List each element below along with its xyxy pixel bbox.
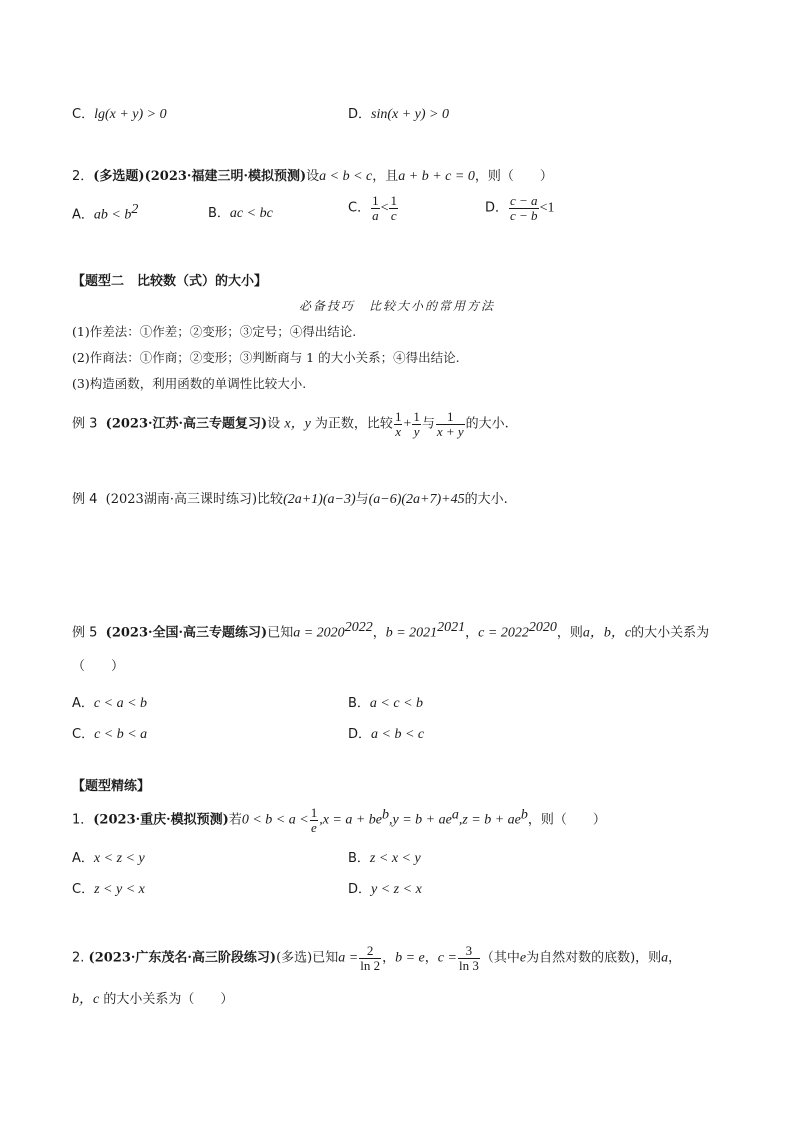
q1-option-c: C．lg(x + y) > 0 — [72, 107, 167, 122]
example-5: 例 5 (2023·全国·高三专题练习)已知$a = 2020^{2022}$，$b = 2021^{2021}$，$c = 2022^{2020}$，则a，b，c的大小关系为 — [72, 620, 710, 641]
q1-option-d: D．sin(x + y) > 0 — [348, 107, 449, 122]
ex3-frac-1: $\frac{1}{x}$ — [394, 409, 402, 439]
section-heading: 【题型二 比较数（式）的大小】 — [72, 274, 268, 289]
method-3: (3)构造函数，利用函数的单调性比较大小. — [72, 376, 307, 391]
q2-option-a: A．ab < $b^2$ — [72, 202, 139, 223]
practice-q1-stem: 1．(2023·重庆·模拟预测)若0 < b < a < $\frac{1}{e}$ $,x = a + be^b,y = b + ae^a,z = b + ae^b$，则（ ） — [72, 805, 606, 835]
example-5-paren: （ ） — [72, 659, 125, 674]
practice-heading: 【题型精练】 — [72, 779, 151, 794]
pq1-option-a: A．x < z < y — [72, 851, 145, 866]
q2-option-b: B．ac < bc — [208, 206, 273, 221]
pq1-option-c: C．z < y < x — [72, 882, 145, 897]
ex5-option-d: D．a < b < c — [348, 727, 425, 742]
pq1-frac: $\frac{1}{e}$ — [310, 805, 318, 835]
ex3-frac-2: $\frac{1}{y}$ — [413, 409, 420, 439]
q2-stem: 2．(多选题)(2023·福建三明·模拟预测)设a < b < c，且a + b + c = 0，则（ ） — [72, 169, 553, 184]
pq2-frac-c: $\frac{3}{\ln 3}$ — [458, 943, 479, 973]
method-1: (1)作差法：①作差；②变形；③定号；④得出结论. — [72, 324, 357, 339]
example-4: 例 4 (2023湖南·高三课时练习)比较(2a+1)(a−3)与(a−6)(2a+7)+45的大小. — [72, 492, 508, 507]
practice-q2-line2: b，c 的大小关系为（ ） — [72, 992, 234, 1007]
pq1-option-b: B．z < x < y — [348, 851, 421, 866]
ex3-frac-3: $\frac{1}{x + y}$ — [436, 409, 464, 439]
q2-c-frac-1: $\frac{1}{a}$ — [372, 193, 379, 223]
q2-option-c: C． $\frac{1}{a}$ < $\frac{1}{c}$ — [348, 193, 397, 223]
section-subtitle: 必备技巧 比较大小的常用方法 — [298, 299, 495, 313]
method-2: (2)作商法：①作商；②变形；③判断商与 1 的大小关系；④得出结论. — [72, 350, 460, 365]
ex5-option-b: B．a < c < b — [348, 696, 424, 711]
q2-c-frac-2: $\frac{1}{c}$ — [390, 193, 397, 223]
q2-d-frac: $\frac{c - a}{c - b}$ — [510, 193, 538, 223]
pq2-frac-a: $\frac{2}{\ln 2}$ — [360, 943, 381, 973]
q2-option-d: D． $\frac{c - a}{c - b}$ <1 — [485, 193, 555, 223]
ex5-option-a: A．c < a < b — [72, 696, 148, 711]
practice-q2-stem: 2. (2023·广东茂名·高三阶段练习)(多选)已知a = $\frac{2}{\ln 2}$ ，b = e，c = $\frac{3}{\ln 3}$ （其中e为自然对数的底数)，则a， — [72, 943, 682, 973]
ex5-option-c: C．c < b < a — [72, 727, 148, 742]
example-3: 例 3 (2023·江苏·高三专题复习)设 x，y 为正数，比较 $\frac{1}{x}$ + $\frac{1}{y}$ 与 $\frac{1}{x + y}$ 的大小. — [72, 409, 509, 439]
pq1-option-d: D．y < z < x — [348, 882, 422, 897]
